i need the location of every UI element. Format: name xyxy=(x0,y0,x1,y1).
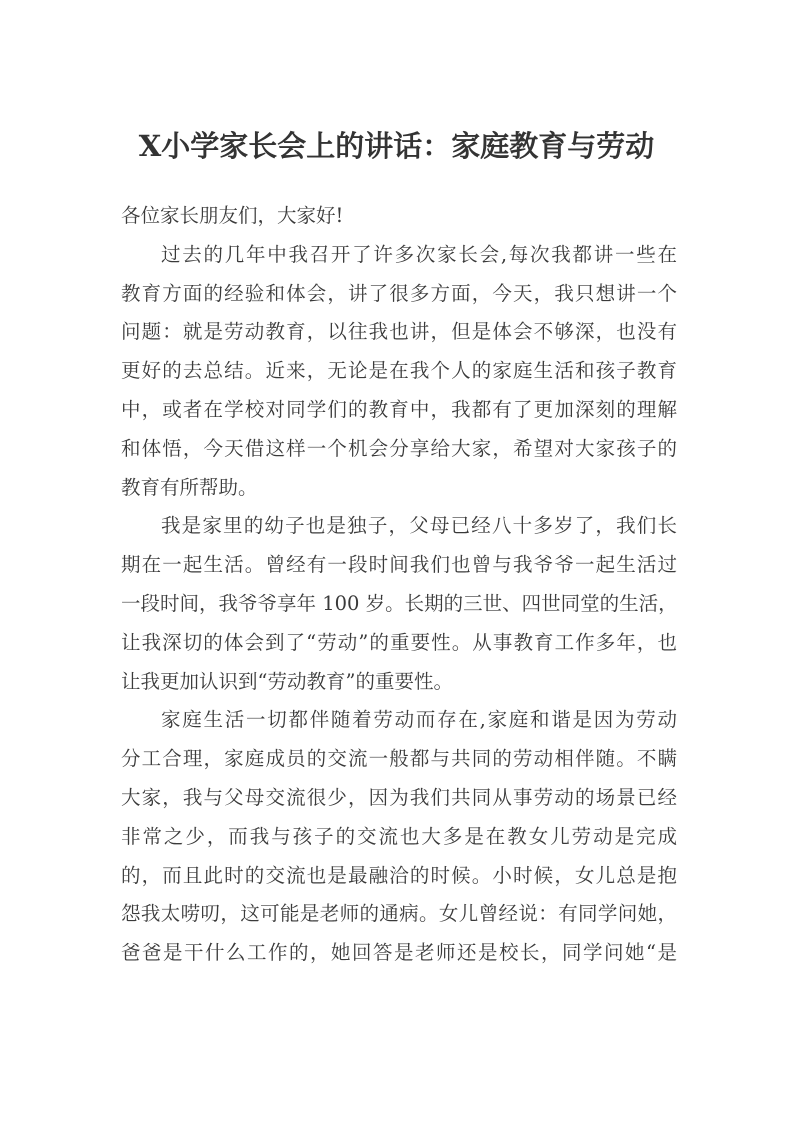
document-title: X小学家长会上的讲话：家庭教育与劳动 xyxy=(138,129,655,163)
body-line: 各位家长朋友们，大家好! xyxy=(121,204,344,227)
body-line: 过去的几年中我召开了许多次家长会,每次我都讲一些在 xyxy=(161,242,677,266)
body-line: 教育方面的经验和体会，讲了很多方面，今天，我只想讲一个 xyxy=(121,281,677,305)
document-body xyxy=(121,197,677,973)
body-line: 分工合理，家庭成员的交流一般都与共同的劳动相伴随。不瞒 xyxy=(121,747,677,771)
body-line: 中，或者在学校对同学们的教育中，我都有了更加深刻的理解 xyxy=(121,397,677,421)
body-line: 更好的去总结。近来，无论是在我个人的家庭生活和孩子教育 xyxy=(121,359,677,383)
body-line: 期在一起生活。曾经有一段时间我们也曾与我爷爷一起生活过 xyxy=(121,553,677,577)
body-line: 怨我太唠叨，这可能是老师的通病。女儿曾经说：有同学问她， xyxy=(121,902,677,926)
body-line: 的，而且此时的交流也是最融洽的时候。小时候，女儿总是抱 xyxy=(121,863,677,887)
body-line: 大家，我与父母交流很少，因为我们共同从事劳动的场景已经 xyxy=(121,785,677,809)
body-line: 我是家里的幼子也是独子，父母已经八十多岁了，我们长 xyxy=(161,514,677,538)
body-line: 家庭生活一切都伴随着劳动而存在,家庭和谐是因为劳动 xyxy=(161,708,677,732)
body-line: 一段时间，我爷爷享年 100 岁。长期的三世、四世同堂的生活， xyxy=(121,591,678,615)
body-line: 问题：就是劳动教育，以往我也讲，但是体会不够深，也没有 xyxy=(121,320,677,344)
body-line: 让我更加认识到“劳动教育”的重要性。 xyxy=(121,669,453,693)
body-line: 爸爸是干什么工作的，她回答是老师还是校长，同学问她“是 xyxy=(121,941,677,965)
body-line: 非常之少，而我与孩子的交流也大多是在教女儿劳动是完成 xyxy=(121,824,677,848)
body-line: 让我深切的体会到了“劳动”的重要性。从事教育工作多年，也 xyxy=(121,630,677,654)
body-line: 和体悟，今天借这样一个机会分享给大家，希望对大家孩子的 xyxy=(121,436,677,460)
body-line: 教育有所帮助。 xyxy=(121,475,258,499)
